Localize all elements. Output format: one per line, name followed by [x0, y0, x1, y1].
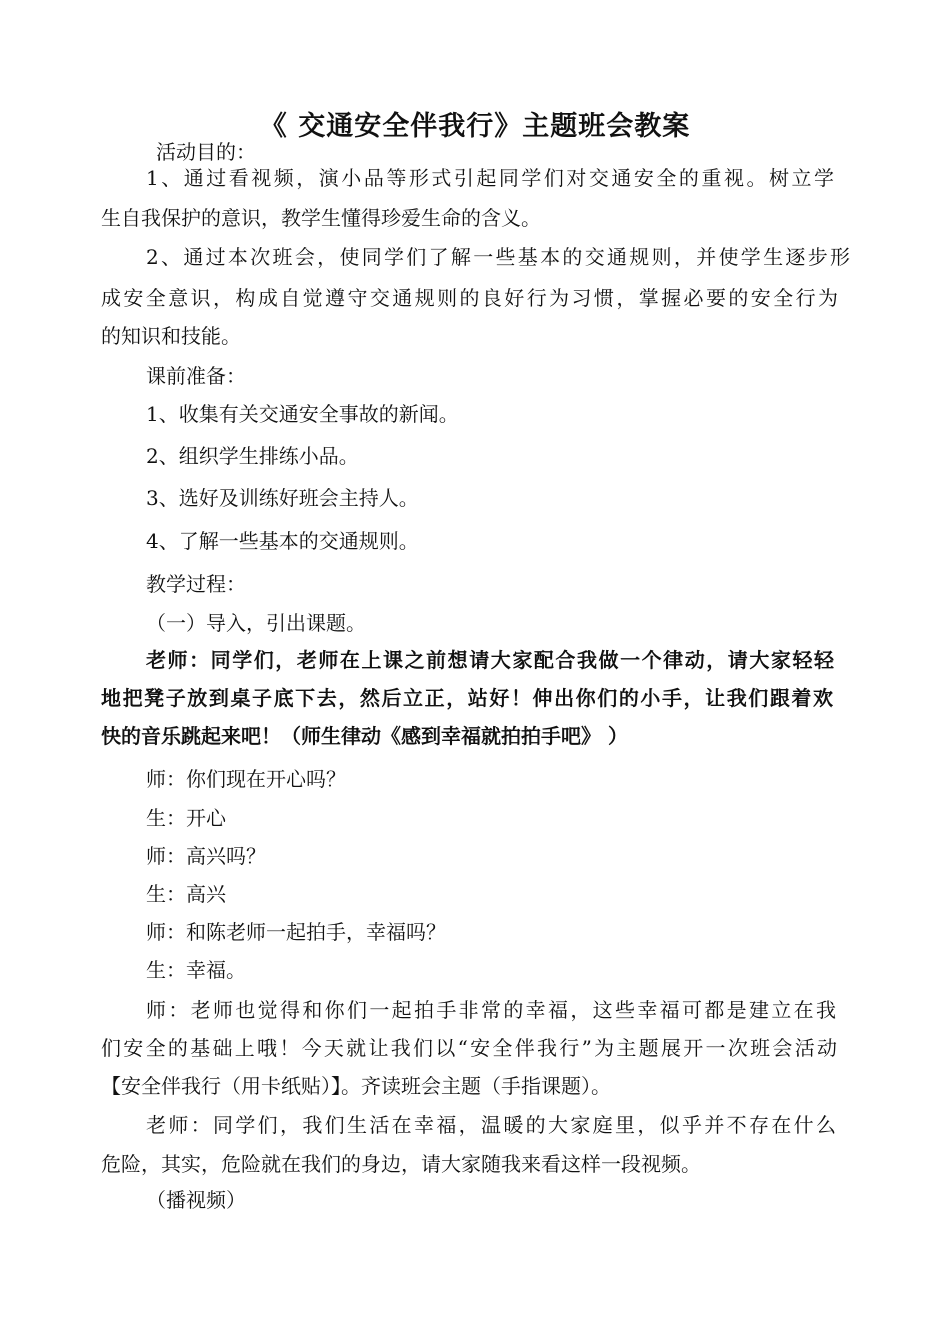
- paragraph-line-bold: 地把凳子放到桌子底下去，然后立正，站好！伸出你们的小手，让我们跟着欢: [101, 686, 833, 710]
- paragraph-line: 1、通过看视频，演小品等形式引起同学们对交通安全的重视。树立学: [146, 166, 834, 190]
- list-item: 3、选好及训练好班会主持人。: [146, 486, 419, 510]
- section-heading-process: 教学过程：: [146, 572, 246, 596]
- paragraph-line: 老师：同学们，我们生活在幸福，温暖的大家庭里，似乎并不存在什么: [146, 1113, 836, 1137]
- dialogue-line: 生：幸福。: [146, 958, 246, 982]
- dialogue-line: 师：和陈老师一起拍手，幸福吗？: [146, 920, 446, 944]
- dialogue-line: 生：开心: [146, 806, 226, 830]
- paragraph-line: 师：老师也觉得和你们一起拍手非常的幸福，这些幸福可都是建立在我: [146, 998, 836, 1022]
- section-heading-objectives: 活动目的：: [156, 140, 256, 164]
- subsection-heading: （一）导入，引出课题。: [146, 611, 366, 635]
- list-item: 4、了解一些基本的交通规则。: [146, 529, 419, 553]
- paragraph-line: 成安全意识，构成自觉遵守交通规则的良好行为习惯，掌握必要的安全行为: [101, 286, 838, 310]
- document-title: 《 交通安全伴我行》主题班会教案: [259, 111, 691, 142]
- paragraph-line-bold: 快的音乐跳起来吧！（师生律动《感到幸福就拍拍手吧》 ）: [101, 724, 628, 748]
- paragraph-line: 【安全伴我行（用卡纸贴）】。齐读班会主题（手指课题）。: [101, 1074, 611, 1098]
- paragraph-line: 2、通过本次班会，使同学们了解一些基本的交通规则，并使学生逐步形: [146, 245, 850, 269]
- paragraph-line: 们安全的基础上哦！今天就让我们以“安全伴我行”为主题展开一次班会活动: [101, 1036, 837, 1060]
- paragraph-line-bold: 老师：同学们，老师在上课之前想请大家配合我做一个律动，请大家轻轻: [146, 648, 834, 672]
- paragraph-line: 危险，其实，危险就在我们的身边，请大家随我来看这样一段视频。: [101, 1152, 701, 1176]
- paragraph-line: （播视频）: [146, 1188, 246, 1212]
- dialogue-line: 师：高兴吗？: [146, 844, 266, 868]
- list-item: 2、组织学生排练小品。: [146, 444, 359, 468]
- section-heading-preparation: 课前准备：: [146, 364, 246, 388]
- dialogue-line: 生：高兴: [146, 882, 226, 906]
- list-item: 1、收集有关交通安全事故的新闻。: [146, 402, 459, 426]
- paragraph-line: 的知识和技能。: [101, 324, 241, 348]
- paragraph-line: 生自我保护的意识，教学生懂得珍爱生命的含义。: [101, 206, 541, 230]
- dialogue-line: 师：你们现在开心吗？: [146, 767, 346, 791]
